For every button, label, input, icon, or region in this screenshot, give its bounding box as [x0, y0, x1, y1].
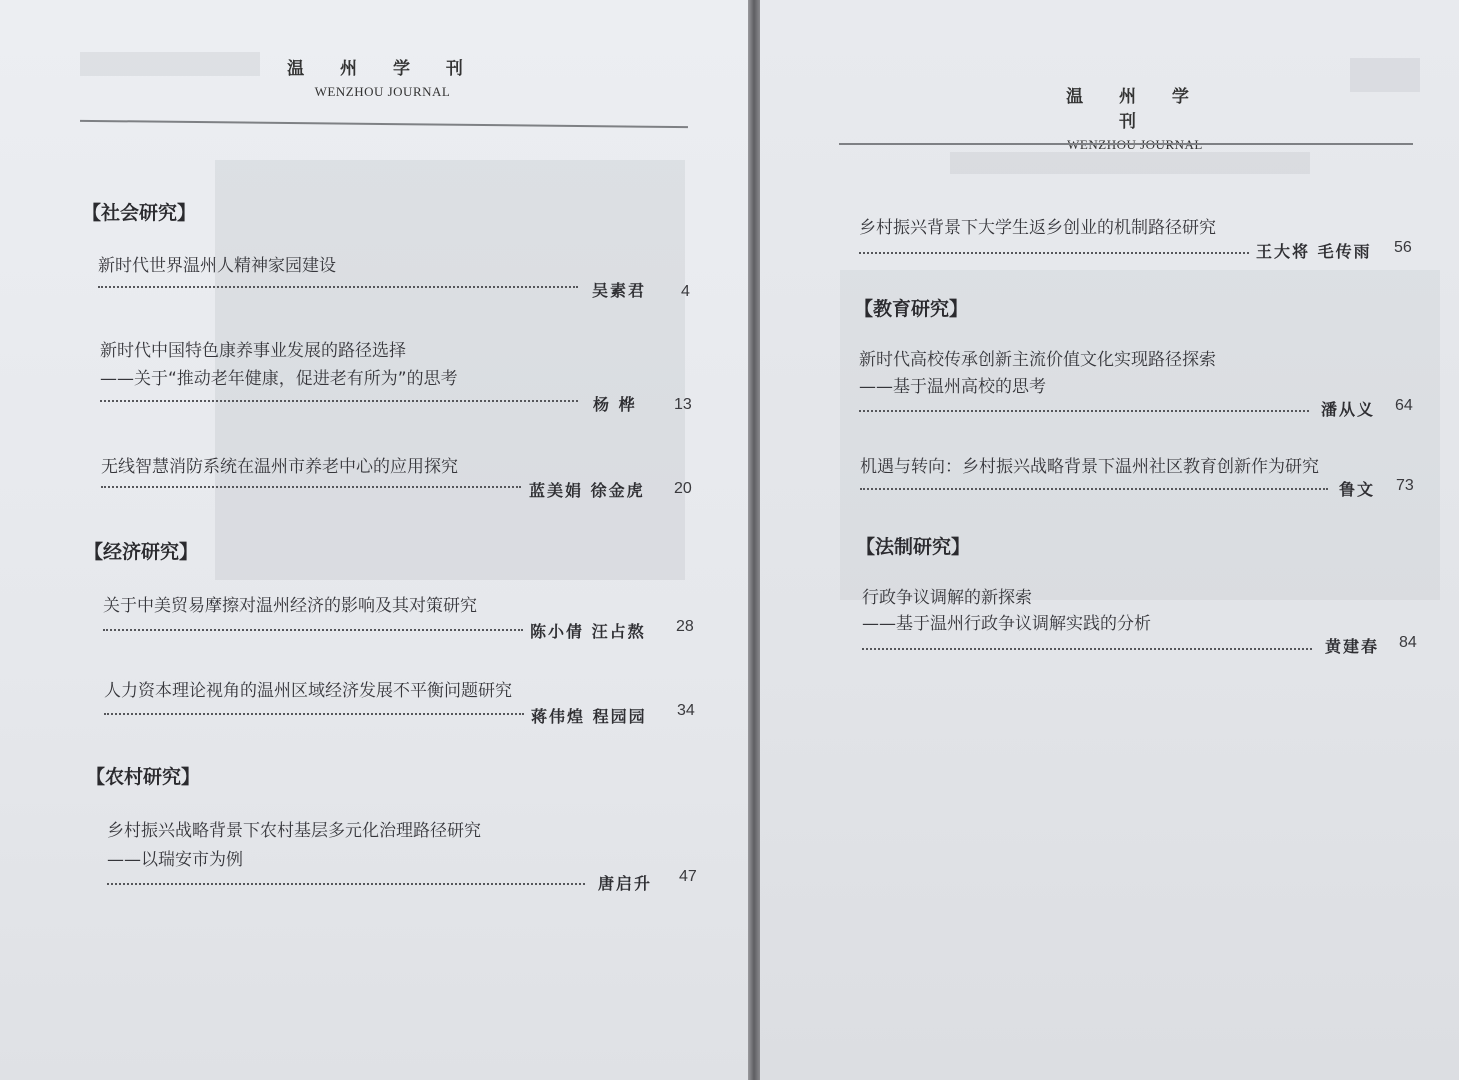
dot-leader — [101, 486, 521, 488]
article-title[interactable]: 新时代中国特色康养事业发展的路径选择 — [100, 341, 406, 361]
section-heading-economy: 【经济研究】 — [84, 541, 199, 563]
article-subtitle: ——基于温州行政争议调解实践的分析 — [862, 614, 1151, 634]
article-title[interactable]: 乡村振兴背景下大学生返乡创业的机制路径研究 — [859, 218, 1216, 238]
article-title[interactable]: 乡村振兴战略背景下农村基层多元化治理路径研究 — [107, 821, 481, 841]
dot-leader — [103, 629, 523, 631]
journal-title-en — [1050, 137, 1220, 153]
header-rule — [80, 120, 688, 128]
dot-leader — [104, 713, 524, 715]
article-page: 47 — [679, 868, 697, 885]
article-subtitle: ——以瑞安市为例 — [107, 850, 243, 870]
bleed-through-header — [80, 52, 260, 76]
article-authors: 唐启升 — [598, 874, 653, 893]
article-subtitle: ——基于温州高校的思考 — [859, 377, 1046, 397]
article-authors: 吴素君 — [592, 281, 647, 300]
dot-leader — [107, 883, 585, 885]
article-title[interactable]: 新时代世界温州人精神家园建设 — [98, 256, 336, 276]
journal-title-en: WENZHOU JOURNAL — [314, 84, 451, 99]
article-page: 73 — [1396, 477, 1414, 494]
article-authors: 黄建春 — [1325, 637, 1380, 656]
article-authors: 鲁文 — [1339, 480, 1376, 499]
article-subtitle: ——关于“推动老年健康，促进老有所为”的思考 — [100, 369, 458, 389]
article-page: 13 — [674, 396, 692, 413]
bleed-through-header — [1350, 58, 1420, 92]
article-page: 20 — [674, 480, 692, 497]
article-authors: 王大将 毛传雨 — [1256, 242, 1372, 261]
dot-leader — [859, 410, 1309, 412]
section-heading-society: 【社会研究】 — [82, 202, 197, 224]
section-heading-education: 【教育研究】 — [854, 298, 969, 320]
section-heading-rural: 【农村研究】 — [86, 766, 201, 788]
book-gutter — [748, 0, 760, 1080]
article-page: 64 — [1395, 397, 1413, 414]
journal-title-cn: 温 州 学 刊 — [1066, 87, 1204, 132]
article-title[interactable]: 关于中美贸易摩擦对温州经济的影响及其对策研究 — [103, 596, 477, 616]
article-title[interactable]: 无线智慧消防系统在温州市养老中心的应用探究 — [101, 457, 458, 477]
dot-leader — [859, 252, 1249, 254]
article-title[interactable]: 新时代高校传承创新主流价值文化实现路径探索 — [859, 350, 1216, 370]
dot-leader — [862, 648, 1312, 650]
article-title[interactable]: 人力资本理论视角的温州区域经济发展不平衡问题研究 — [104, 681, 512, 701]
article-page: 28 — [676, 618, 694, 635]
article-authors: 杨 桦 — [593, 395, 637, 414]
right-page — [760, 0, 1459, 1080]
journal-title — [280, 54, 485, 100]
article-authors: 蓝美娟 徐金虎 — [529, 481, 645, 500]
article-title[interactable]: 机遇与转向：乡村振兴战略背景下温州社区教育创新作为研究 — [860, 457, 1319, 477]
article-title[interactable]: 行政争议调解的新探索 — [862, 588, 1032, 608]
article-authors: 蒋伟煌 程园园 — [531, 707, 647, 726]
article-page: 4 — [681, 283, 690, 300]
dot-leader — [98, 286, 578, 288]
article-authors: 陈小倩 汪占熬 — [530, 622, 646, 641]
article-page: 56 — [1394, 239, 1412, 256]
article-page: 34 — [677, 702, 695, 719]
article-authors: 潘从义 — [1321, 400, 1376, 419]
dot-leader — [860, 488, 1328, 490]
article-page: 84 — [1399, 634, 1417, 651]
bleed-through-title — [950, 152, 1310, 174]
dot-leader — [100, 400, 578, 402]
journal-title-cn: 温 州 学 刊 — [287, 59, 478, 79]
header-rule — [839, 143, 1413, 145]
section-heading-law: 【法制研究】 — [856, 536, 971, 558]
